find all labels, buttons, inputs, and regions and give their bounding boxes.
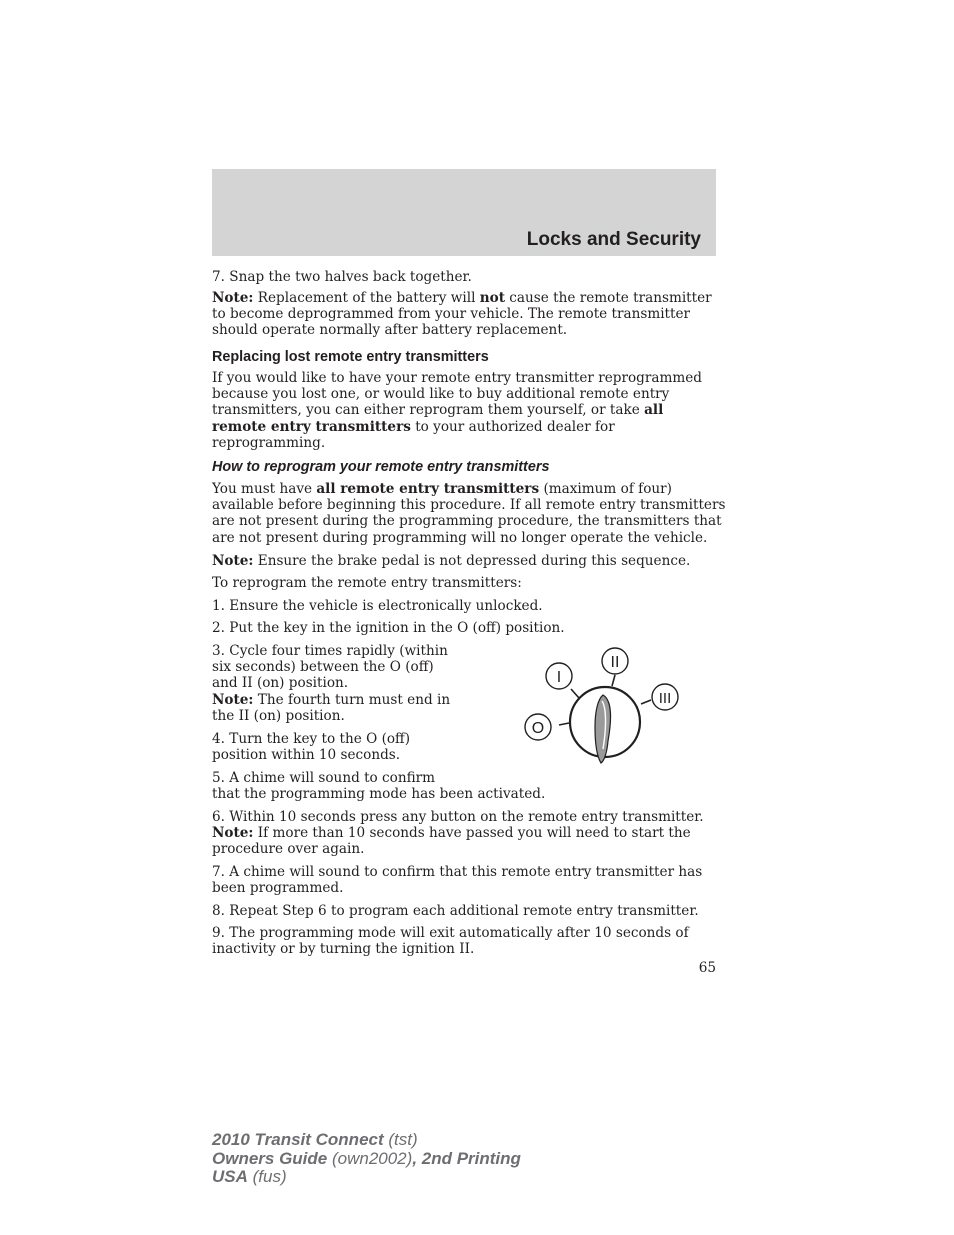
- note-label: Note:: [212, 825, 254, 842]
- para-line: are not present during programming will no longer operate the vehicle.: [212, 529, 708, 546]
- step-line: inactivity or by turning the ignition II.: [212, 941, 475, 958]
- para-line: transmitters, you can either reprogram them yourself, or take: [212, 402, 645, 419]
- note-text: Ensure the brake pedal is not depressed during this sequence.: [253, 553, 691, 569]
- tick-on: [612, 675, 615, 686]
- step-line: that the programming mode has been activated.: [212, 786, 546, 803]
- note-text: the II (on) position.: [212, 707, 345, 724]
- step-6: [212, 809, 704, 858]
- step-line: 3. Cycle four times rapidly (within: [212, 643, 448, 659]
- note-text: Replacement of the battery will: [253, 290, 480, 306]
- heading-replacing-lost: Replacing lost remote entry transmitters: [212, 349, 489, 365]
- para-line: reprogramming.: [212, 434, 326, 451]
- document-footer: [212, 1131, 521, 1187]
- para-line: available before beginning this procedure. If all remote entry transmitters: [212, 497, 726, 514]
- step-line: 6. Within 10 seconds press any button on the remote entry transmitter.: [212, 809, 704, 825]
- step-3: [212, 643, 450, 724]
- note-label: Note:: [212, 691, 254, 708]
- position-off-label: O: [531, 720, 545, 737]
- note-label: Note:: [212, 290, 254, 306]
- tick-off: [559, 723, 569, 725]
- footer-code: (tst): [383, 1130, 418, 1149]
- para-emphasis: remote entry transmitters: [212, 418, 411, 435]
- step-line: 5. A chime will sound to confirm: [212, 770, 436, 786]
- step-8: 8. Repeat Step 6 to program each additional remote entry transmitter.: [212, 903, 699, 919]
- para-line: If you would like to have your remote entry transmitter reprogrammed: [212, 370, 703, 386]
- para-line: are not present during the programming procedure, the transmitters that: [212, 513, 722, 530]
- step-5: [212, 770, 545, 802]
- step-line: been programmed.: [212, 880, 344, 897]
- note-text: If more than 10 seconds have passed you will need to start the: [253, 825, 691, 842]
- step-7-snap: 7. Snap the two halves back together.: [212, 269, 472, 285]
- step-1: 1. Ensure the vehicle is electronically unlocked.: [212, 598, 543, 614]
- tick-acc: [571, 689, 579, 698]
- paragraph-lost-transmitters: [212, 370, 702, 451]
- step-line: position within 10 seconds.: [212, 747, 401, 764]
- procedure-intro: To reprogram the remote entry transmitters:: [212, 575, 522, 591]
- step-7-chime: [212, 864, 702, 896]
- step-2: 2. Put the key in the ignition in the O (off) position.: [212, 620, 565, 636]
- ignition-switch-illustration: [521, 645, 683, 767]
- para-line: because you lost one, or would like to buy additional remote entry: [212, 386, 670, 403]
- note-text: procedure over again.: [212, 841, 365, 858]
- footer-code: (own2002): [327, 1148, 413, 1168]
- note-text: to become deprogrammed from your vehicle. The remote transmitter: [212, 306, 691, 323]
- footer-market: USA: [212, 1167, 248, 1186]
- para-line: You must have: [212, 481, 317, 497]
- step-line: six seconds) between the O (off): [212, 659, 434, 676]
- note-label: Note:: [212, 553, 254, 569]
- page-number: 65: [698, 960, 716, 976]
- note-emphasis: not: [479, 290, 505, 306]
- para-line: (maximum of four): [539, 481, 672, 497]
- section-header-band: [212, 169, 716, 256]
- note-text: cause the remote transmitter: [504, 290, 712, 306]
- step-9: [212, 925, 689, 957]
- position-start-label: III: [658, 690, 672, 707]
- para-emphasis: all: [644, 402, 664, 419]
- note-brake-pedal: [212, 553, 690, 569]
- step-line: and II (on) position.: [212, 675, 349, 692]
- step-line: 9. The programming mode will exit automatically after 10 seconds of: [212, 925, 689, 941]
- para-line: to your authorized dealer for: [410, 418, 615, 435]
- step-4: [212, 731, 410, 763]
- heading-how-to-reprogram: How to reprogram your remote entry transmitters: [212, 459, 550, 475]
- section-title: Locks and Security: [526, 229, 701, 250]
- tick-start: [641, 700, 651, 704]
- footer-model: 2010 Transit Connect: [212, 1130, 384, 1149]
- footer-code: (fus): [247, 1167, 287, 1186]
- note-text: The fourth turn must end in: [253, 691, 451, 708]
- para-emphasis: all remote entry transmitters: [316, 481, 540, 497]
- footer-printing: , 2nd Printing: [412, 1148, 521, 1168]
- note-text: should operate normally after battery replacement.: [212, 322, 568, 339]
- step-line: 7. A chime will sound to confirm that this remote entry transmitter has: [212, 864, 703, 880]
- paragraph-must-have: [212, 481, 725, 546]
- position-on-label: II: [610, 654, 620, 671]
- footer-guide: Owners Guide: [212, 1148, 328, 1168]
- position-acc-label: I: [556, 669, 562, 686]
- step-line: 4. Turn the key to the O (off): [212, 731, 411, 747]
- note-battery: [212, 290, 712, 339]
